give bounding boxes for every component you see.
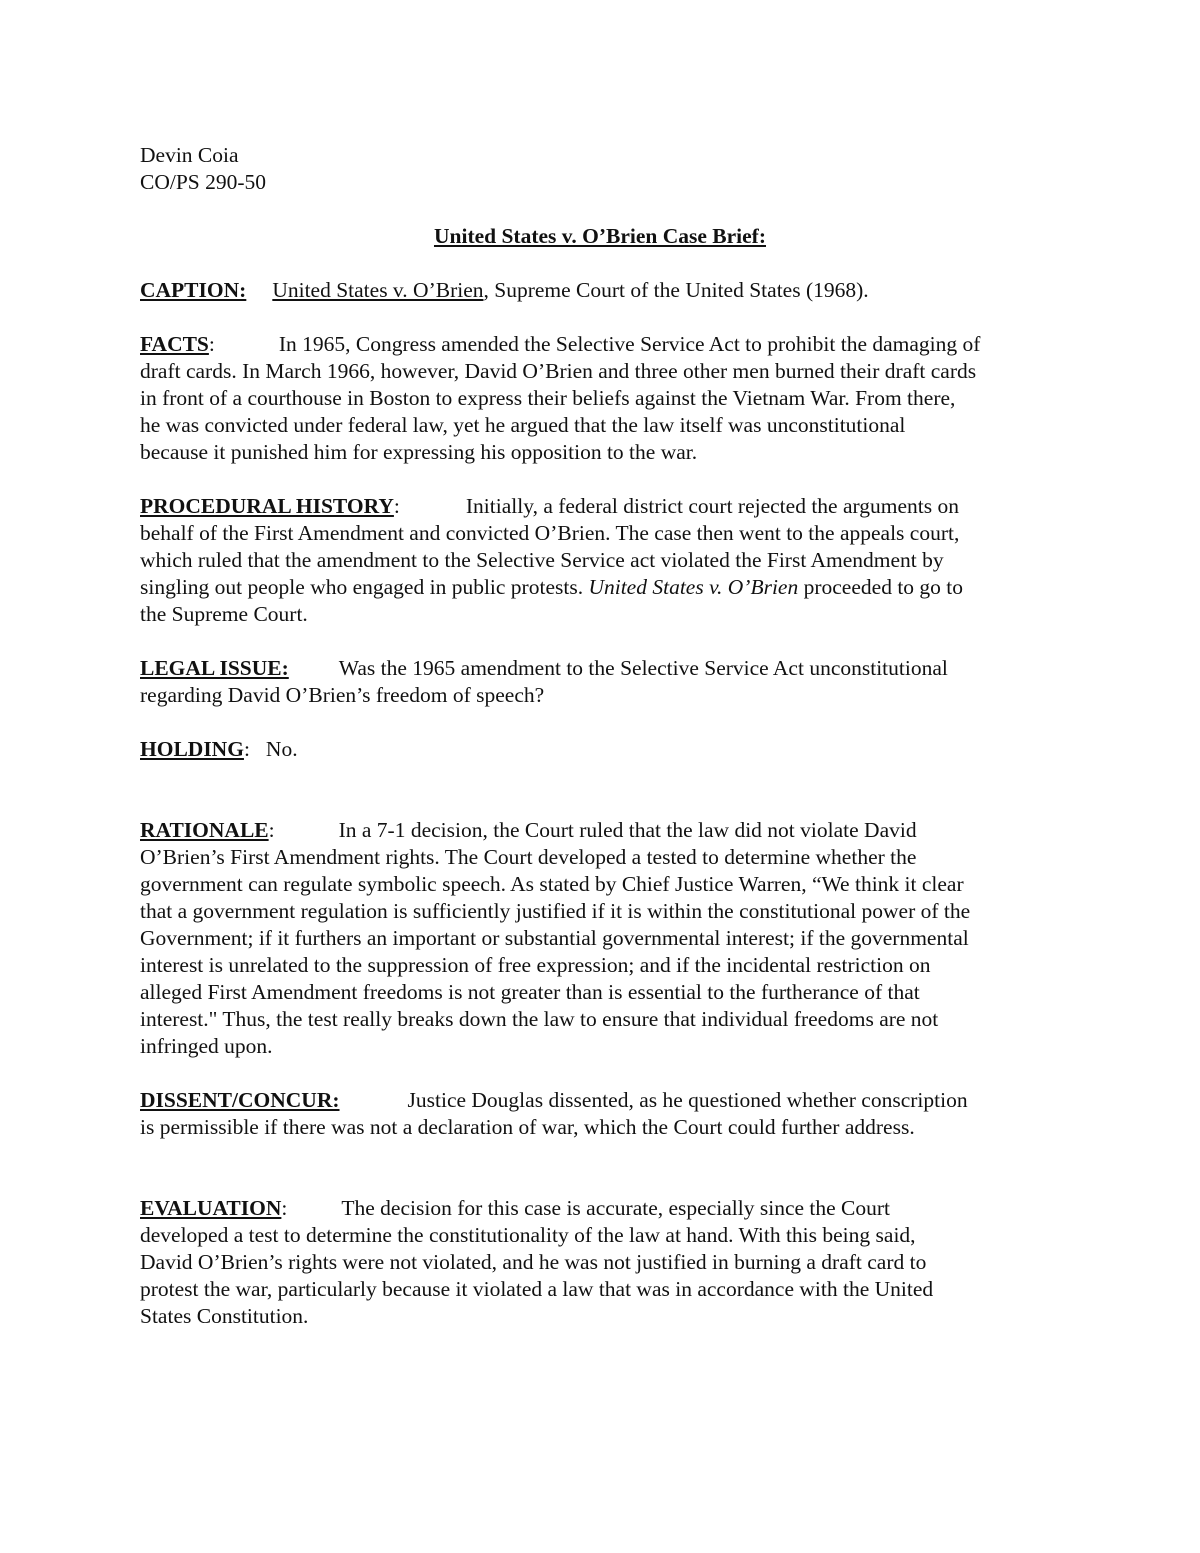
legal-issue-section bbox=[140, 655, 1060, 709]
dissent-line: Justice Douglas dissented, as he questioned whether conscription bbox=[407, 1088, 968, 1112]
rationale-line: interest is unrelated to the suppression of free expression; and if the incidental restriction on bbox=[140, 953, 931, 977]
holding-section bbox=[140, 736, 1060, 763]
rationale-line: interest." Thus, the test really breaks down the law to ensure that individual freedoms are not bbox=[140, 1007, 939, 1031]
procedural-history-line: which ruled that the amendment to the Selective Service act violated the First Amendment by bbox=[140, 548, 944, 572]
rationale-colon: : bbox=[268, 818, 275, 842]
facts-label: FACTS bbox=[140, 332, 209, 356]
evaluation-section bbox=[140, 1195, 1060, 1330]
legal-issue-label: LEGAL ISSUE: bbox=[140, 656, 289, 680]
rationale-section bbox=[140, 817, 1060, 1060]
facts-section bbox=[140, 331, 1060, 466]
evaluation-line: developed a test to determine the constitutionality of the law at hand. With this being said, bbox=[140, 1223, 916, 1247]
rationale-line: Government; if it furthers an important or substantial governmental interest; if the governmental bbox=[140, 926, 969, 950]
holding-label: HOLDING bbox=[140, 737, 244, 761]
caption-case-name: United States v. O’Brien bbox=[272, 278, 484, 302]
caption-label: CAPTION: bbox=[140, 278, 247, 302]
procedural-history-line: behalf of the First Amendment and convicted O’Brien. The case then went to the appeals court, bbox=[140, 521, 960, 545]
legal-issue-line: regarding David O’Brien’s freedom of speech? bbox=[140, 683, 545, 707]
document-page bbox=[140, 142, 1060, 1330]
evaluation-line: States Constitution. bbox=[140, 1304, 309, 1328]
author-name: Devin Coia bbox=[140, 143, 239, 167]
procedural-history-section bbox=[140, 493, 1060, 628]
facts-line: draft cards. In March 1966, however, David O’Brien and three other men burned their draft cards bbox=[140, 359, 977, 383]
facts-line: In 1965, Congress amended the Selective Service Act to prohibit the damaging of bbox=[278, 332, 981, 356]
caption-section bbox=[140, 277, 1060, 304]
rationale-line: In a 7-1 decision, the Court ruled that the law did not violate David bbox=[338, 818, 917, 842]
procedural-history-line: singling out people who engaged in public protests. bbox=[140, 575, 584, 599]
evaluation-line: The decision for this case is accurate, especially since the Court bbox=[341, 1196, 891, 1220]
procedural-history-line-tail: proceeded to go to bbox=[798, 575, 964, 599]
holding-colon: : bbox=[243, 737, 250, 761]
rationale-line: O’Brien’s First Amendment rights. The Court developed a tested to determine whether the bbox=[140, 845, 917, 869]
procedural-history-line: Initially, a federal district court rejected the arguments on bbox=[465, 494, 960, 518]
procedural-history-label: PROCEDURAL HISTORY bbox=[140, 494, 394, 518]
rationale-line: infringed upon. bbox=[140, 1034, 273, 1058]
facts-colon: : bbox=[208, 332, 215, 356]
procedural-history-line: the Supreme Court. bbox=[140, 602, 308, 626]
evaluation-label: EVALUATION bbox=[140, 1196, 282, 1220]
rationale-line: alleged First Amendment freedoms is not greater than is essential to the furtherance of that bbox=[140, 980, 920, 1004]
holding-text: No. bbox=[265, 737, 298, 761]
procedural-history-case-italic: United States v. O’Brien bbox=[588, 575, 799, 599]
dissent-section bbox=[140, 1087, 1060, 1141]
procedural-history-colon: : bbox=[393, 494, 400, 518]
facts-line: he was convicted under federal law, yet he argued that the law itself was unconstitutional bbox=[140, 413, 906, 437]
dissent-line: is permissible if there was not a declaration of war, which the Court could further address. bbox=[140, 1115, 915, 1139]
facts-line: in front of a courthouse in Boston to express their beliefs against the Vietnam War. From there, bbox=[140, 386, 956, 410]
dissent-label: DISSENT/CONCUR: bbox=[140, 1088, 340, 1112]
facts-line: because it punished him for expressing his opposition to the war. bbox=[140, 440, 698, 464]
rationale-label: RATIONALE bbox=[140, 818, 269, 842]
course-code: CO/PS 290-50 bbox=[140, 170, 267, 194]
caption-rest: , Supreme Court of the United States (1968). bbox=[483, 278, 869, 302]
legal-issue-line: Was the 1965 amendment to the Selective Service Act unconstitutional bbox=[338, 656, 948, 680]
evaluation-colon: : bbox=[281, 1196, 288, 1220]
evaluation-line: David O’Brien’s rights were not violated, and he was not justified in burning a draft card to bbox=[140, 1250, 927, 1274]
document-title: United States v. O’Brien Case Brief: bbox=[433, 224, 766, 248]
rationale-line: government can regulate symbolic speech. As stated by Chief Justice Warren, “We think it clear bbox=[140, 872, 964, 896]
evaluation-line: protest the war, particularly because it violated a law that was in accordance with the United bbox=[140, 1277, 934, 1301]
rationale-line: that a government regulation is sufficiently justified if it is within the constitutional power of the bbox=[140, 899, 971, 923]
